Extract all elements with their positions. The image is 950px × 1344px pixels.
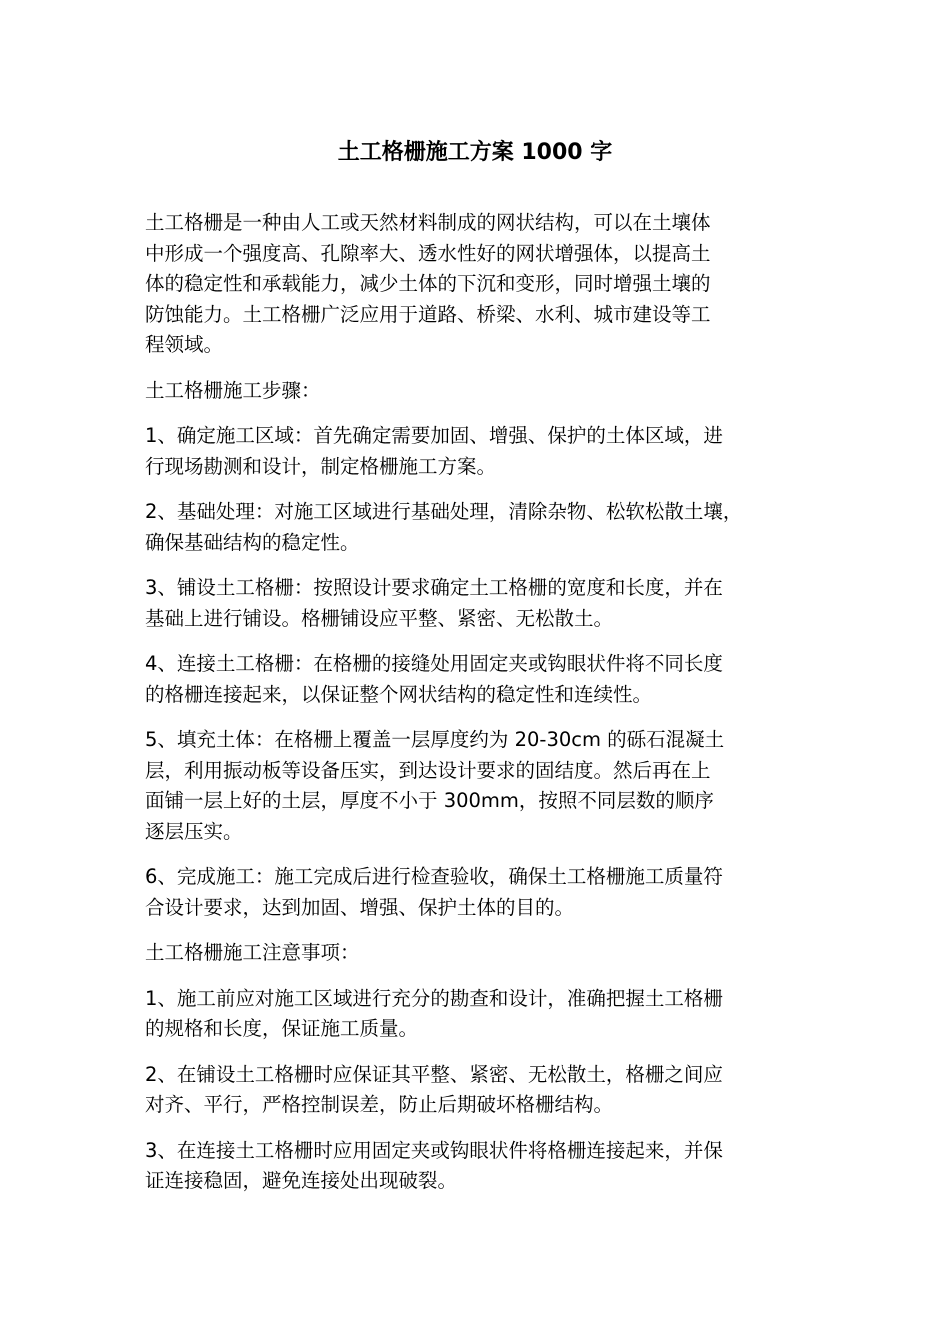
text-line: 6、完成施工：施工完成后进行检查验收，确保土工格栅施工质量符 bbox=[145, 865, 723, 888]
text-line: 2、在铺设土工格栅时应保证其平整、紧密、无松散土，格栅之间应 bbox=[145, 1062, 723, 1086]
paragraph-intro bbox=[145, 208, 807, 361]
text-line: 确保基础结构的稳定性。 bbox=[145, 530, 360, 554]
text-line: 4、连接土工格栅：在格栅的接缝处用固定夹或钩眼状件将不同长度 bbox=[145, 652, 723, 675]
text-line: 1、施工前应对施工区域进行充分的勘查和设计，准确把握土工格栅 bbox=[145, 986, 723, 1010]
text-line: 土工格栅是一种由人工或天然材料制成的网状结构，可以在土壤体 bbox=[145, 211, 711, 234]
text-line: 3、铺设土工格栅：按照设计要求确定土工格栅的宽度和长度，并在 bbox=[145, 576, 723, 599]
note-3 bbox=[145, 1136, 807, 1197]
section-heading-steps bbox=[145, 376, 807, 407]
step-4 bbox=[145, 649, 807, 710]
text-line: 2、基础处理：对施工区域进行基础处理，清除杂物、松软松散土壤， bbox=[145, 500, 743, 523]
text-line: 3、在连接土工格栅时应用固定夹或钩眼状件将格栅连接起来，并保 bbox=[145, 1138, 723, 1162]
text-line: 5、填充土体：在格栅上覆盖一层厚度约为 20-30cm 的砾石混凝土 bbox=[145, 728, 725, 751]
note-1 bbox=[145, 984, 807, 1045]
text-line: 证连接稳固，避免连接处出现破裂。 bbox=[145, 1169, 458, 1192]
text-line: 层，利用振动板等设备压实，到达设计要求的固结度。然后再在上 bbox=[145, 758, 711, 782]
text-line: 的格栅连接起来，以保证整个网状结构的稳定性和连续性。 bbox=[145, 682, 653, 706]
step-5 bbox=[145, 725, 807, 847]
text-line: 程领域。 bbox=[145, 333, 224, 356]
text-line: 1、确定施工区域：首先确定需要加固、增强、保护的土体区域，进 bbox=[145, 424, 723, 447]
text-line: 基础上进行铺设。格栅铺设应平整、紧密、无松散土。 bbox=[145, 606, 614, 630]
text-line: 土工格栅施工步骤： bbox=[145, 378, 321, 402]
section-heading-notes bbox=[145, 938, 807, 969]
step-3 bbox=[145, 573, 807, 634]
step-6 bbox=[145, 862, 807, 923]
step-1 bbox=[145, 421, 807, 482]
text-line: 土工格栅施工注意事项： bbox=[145, 941, 360, 964]
text-line: 行现场勘测和设计，制定格栅施工方案。 bbox=[145, 454, 497, 478]
document-body bbox=[145, 208, 807, 1212]
text-line: 的规格和长度，保证施工质量。 bbox=[145, 1017, 419, 1040]
text-line: 体的稳定性和承载能力，减少土体的下沉和变形，同时增强土壤的 bbox=[145, 272, 711, 295]
text-line: 对齐、平行，严格控制误差，防止后期破坏格栅结构。 bbox=[145, 1093, 614, 1116]
note-2 bbox=[145, 1060, 807, 1121]
text-line: 合设计要求，达到加固、增强、保护土体的目的。 bbox=[145, 895, 575, 919]
text-line: 逐层压实。 bbox=[145, 819, 243, 843]
step-2 bbox=[145, 497, 807, 558]
text-line: 防蚀能力。土工格栅广泛应用于道路、桥梁、水利、城市建设等工 bbox=[145, 302, 711, 326]
text-line: 面铺一层上好的土层，厚度不小于 300mm，按照不同层数的顺序 bbox=[145, 789, 714, 812]
document-title: 土工格栅施工方案 1000 字 bbox=[337, 140, 613, 165]
text-line: 中形成一个强度高、孔隙率大、透水性好的网状增强体，以提高土 bbox=[145, 241, 711, 265]
